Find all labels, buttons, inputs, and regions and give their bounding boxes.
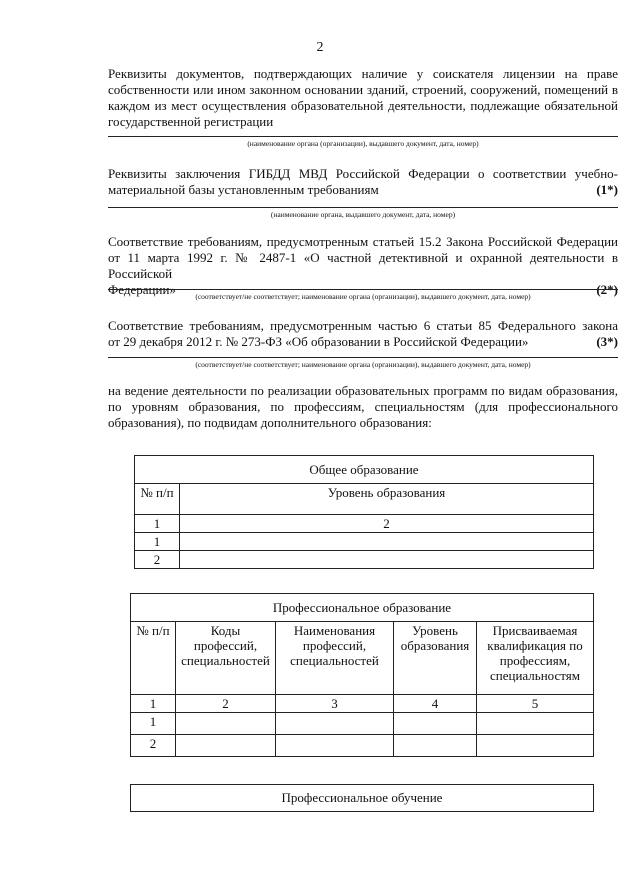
professional-numbering-cell: 3 — [276, 695, 394, 713]
education-law-compliance-text — [108, 318, 618, 350]
professional-row-qualification — [477, 735, 594, 757]
professional-row-names — [276, 735, 394, 757]
gibdd-fill-line — [108, 207, 618, 208]
detective-caption: (соответствует/не соответствует; наименование органа (организации), выдавшего документ, дата, номер) — [195, 292, 531, 301]
professional-row-codes — [176, 713, 276, 735]
professional-row-codes — [176, 735, 276, 757]
general-numbering-cell: 1 — [135, 515, 180, 533]
general-header-number: № п/п — [135, 484, 180, 515]
education-law-fill-line — [108, 357, 618, 358]
general-row-level — [180, 533, 594, 551]
professional-education-table — [130, 593, 594, 757]
property-caption: (наименование органа (организации), выдавшего документ, дата, номер) — [247, 139, 479, 148]
detective-note-mark: (2*) — [596, 282, 618, 297]
general-header-level: Уровень образования — [180, 484, 594, 515]
general-education-table — [134, 455, 594, 569]
property-fill-line — [108, 136, 618, 137]
professional-header-level: Уровень образования — [394, 622, 477, 695]
general-numbering-cell: 2 — [180, 515, 594, 533]
professional-header-qualification: Присваиваемая квалификация по профессиям, специальностям — [477, 622, 594, 695]
professional-row-level — [394, 713, 477, 735]
professional-numbering-cell: 2 — [176, 695, 276, 713]
professional-education-title: Профессиональное образование — [131, 594, 594, 622]
detective-tail: Федерации» — [108, 282, 176, 297]
professional-numbering-cell: 1 — [131, 695, 176, 713]
professional-header-number: № п/п — [131, 622, 176, 695]
gibdd-caption: (наименование органа, выдавшего документ, дата, номер) — [270, 210, 456, 219]
general-education-title: Общее образование — [135, 456, 594, 484]
page-number: 2 — [316, 40, 324, 55]
education-law-line-2: от 29 декабря 2012 г. № 273-ФЗ «Об образовании в Российской Федерации» — [108, 334, 529, 349]
gibdd-note-mark: (1*) — [596, 182, 618, 197]
professional-training-title: Профессиональное обучение — [281, 790, 443, 805]
gibdd-line-1: Реквизиты заключения ГИБДД МВД Российской Федерации о соответствии учебно- — [108, 166, 618, 181]
professional-header-names: Наименования профессий, специальностей — [276, 622, 394, 695]
gibdd-conclusion-text — [108, 166, 618, 198]
professional-row-qualification — [477, 713, 594, 735]
activity-intro-text: на ведение деятельности по реализации образовательных программ по видам образования, по уровням образования, по профессиям, специальностям (для профессионального образования), по подвидам дополнительного образования: — [108, 383, 618, 430]
professional-row-number: 1 — [131, 713, 176, 735]
professional-numbering-cell: 5 — [477, 695, 594, 713]
professional-numbering-cell: 4 — [394, 695, 477, 713]
professional-row-names — [276, 713, 394, 735]
detective-fill-line — [108, 289, 618, 290]
property-requisites-text: Реквизиты документов, подтверждающих наличие у соискателя лицензии на праве собственности или ином законном основании зданий, строений, сооружений, помещений в каждом из мест осуществления образовательной деятельности, подлежащие обязательной государственной регистрации — [108, 66, 618, 129]
education-law-line-1: Соответствие требованиям, предусмотренным частью 6 статьи 85 Федерального закона — [108, 318, 618, 333]
professional-row-level — [394, 735, 477, 757]
detective-body: Соответствие требованиям, предусмотренным статьей 15.2 Закона Российской Федерации от 11 марта 1992 г. № 2487-1 «О частной детективной и охранной деятельности в Российской — [108, 234, 618, 281]
general-row-number: 1 — [135, 533, 180, 551]
professional-row-number: 2 — [131, 735, 176, 757]
gibdd-line-2: материальной базы установленным требованиям — [108, 182, 379, 197]
education-law-caption: (соответствует/не соответствует; наименование органа (организации), выдавшего документ, дата, номер) — [195, 360, 531, 369]
education-law-note-mark: (3*) — [596, 334, 618, 349]
professional-header-codes: Коды профессий, специальностей — [176, 622, 276, 695]
professional-training-box — [130, 784, 594, 812]
general-row-level — [180, 551, 594, 569]
general-row-number: 2 — [135, 551, 180, 569]
